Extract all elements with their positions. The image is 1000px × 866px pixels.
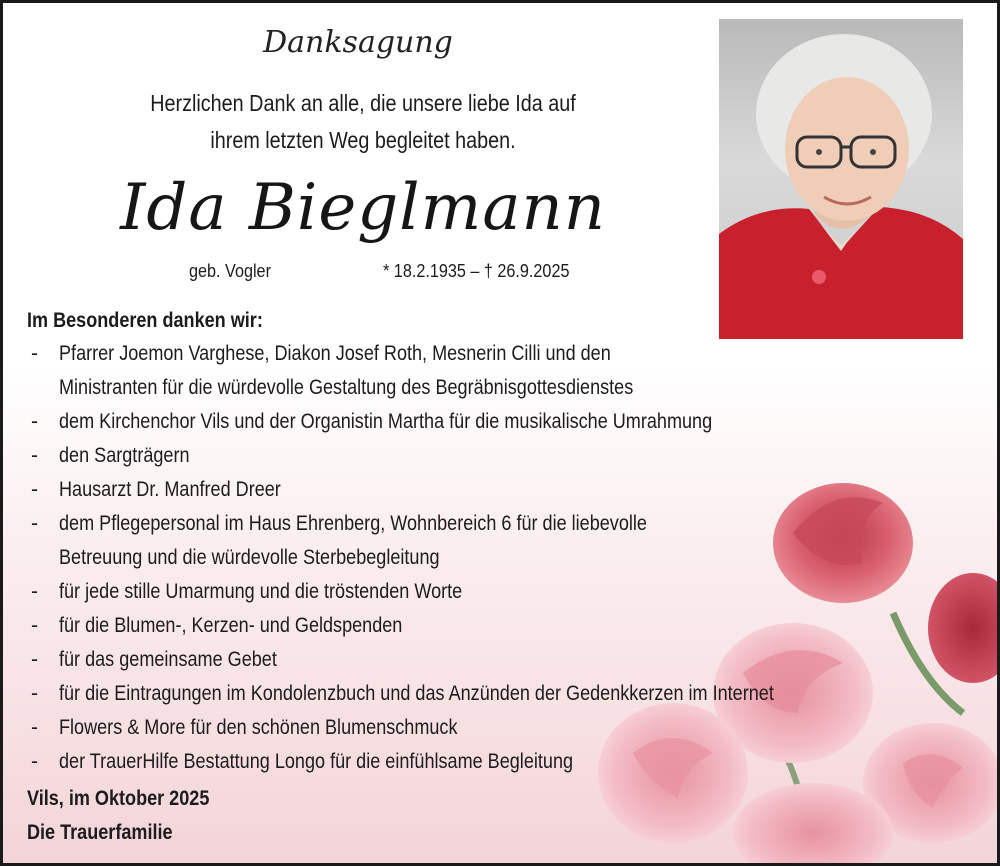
list-item-text: dem Pflegepersonal im Haus Ehrenberg, Wohnbereich 6 für die liebevolle (59, 512, 647, 535)
list-item (27, 439, 987, 473)
list-item (27, 711, 987, 745)
title: Danksagung (263, 25, 453, 60)
list-item (27, 575, 987, 609)
list-item-text: Hausarzt Dr. Manfred Dreer (59, 478, 281, 501)
list-item-text: Ministranten für die würdevolle Gestaltung des Begräbnisgottesdienstes (59, 376, 634, 399)
list-dash: - (31, 444, 38, 467)
list-item-text: für jede stille Umarmung und die tröstenden Worte (59, 580, 463, 603)
list-item (27, 677, 987, 711)
list-item-text: für die Eintragungen im Kondolenzbuch und das Anzünden der Gedenkkerzen im Internet (59, 682, 774, 705)
list-dash: - (31, 410, 38, 433)
list-item-text: Flowers & More für den schönen Blumenschmuck (59, 716, 458, 739)
list-dash: - (31, 682, 38, 705)
list-item-text: der TrauerHilfe Bestattung Longo für die einfühlsame Begleitung (59, 750, 574, 773)
list-item-text: Pfarrer Joemon Varghese, Diakon Josef Roth, Mesnerin Cilli und den (59, 342, 611, 365)
thanks-heading: Im Besonderen danken wir: (27, 309, 263, 332)
list-item (27, 405, 987, 439)
list-dash: - (31, 342, 38, 365)
thanks-list (27, 337, 987, 779)
list-dash: - (31, 478, 38, 501)
list-item (27, 507, 987, 575)
list-item (27, 337, 987, 405)
intro-line: Herzlichen Dank an alle, die unsere liebe Ida auf (150, 90, 576, 116)
signature: Die Trauerfamilie (27, 821, 173, 844)
intro-line: ihrem letzten Weg begleitet haben. (210, 127, 516, 153)
list-item-text: für die Blumen-, Kerzen- und Geldspenden (59, 614, 403, 637)
list-item-text: dem Kirchenchor Vils und der Organistin Martha für die musikalische Umrahmung (59, 410, 713, 433)
list-dash: - (31, 648, 38, 671)
list-item-text: Betreuung und die würdevolle Sterbebegleitung (59, 546, 440, 569)
list-dash: - (31, 750, 38, 773)
intro-text (131, 85, 595, 159)
place-date: Vils, im Oktober 2025 (27, 787, 210, 810)
list-item (27, 609, 987, 643)
list-dash: - (31, 580, 38, 603)
list-item-text: den Sargträgern (59, 444, 190, 467)
list-dash: - (31, 716, 38, 739)
list-dash: - (31, 512, 38, 535)
birth-name: geb. Vogler (189, 261, 271, 281)
list-item (27, 643, 987, 677)
portrait-icon (719, 19, 963, 339)
deceased-name: Ida Bieglmann (120, 171, 606, 245)
list-dash: - (31, 614, 38, 637)
list-item (27, 473, 987, 507)
list-item (27, 745, 987, 779)
portrait-photo (719, 19, 963, 339)
life-dates: * 18.2.1935 – † 26.9.2025 (383, 261, 570, 281)
list-item-text: für das gemeinsame Gebet (59, 648, 277, 671)
